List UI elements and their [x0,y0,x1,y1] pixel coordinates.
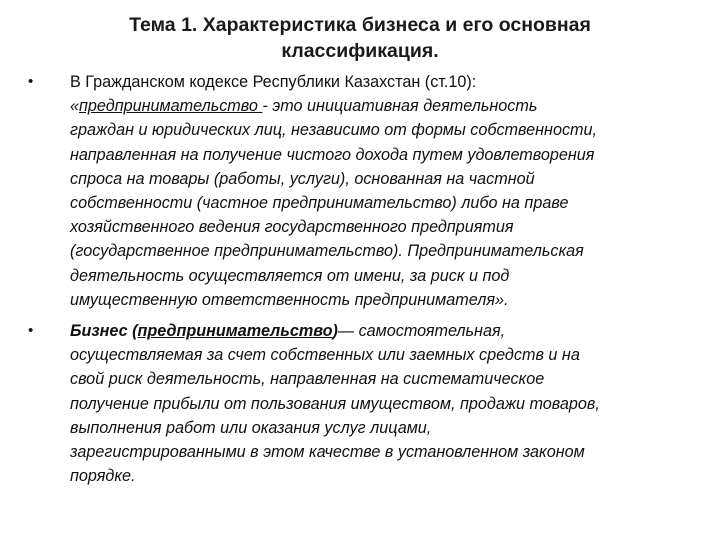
slide-title [60,12,660,64]
bullet1-line-2-rest: - это инициативная деятельность [262,97,538,116]
bullet1-line: (государственное предпринимательство). Предпринимательская [70,242,584,261]
term-business: Бизнес [70,322,128,340]
open-quote: « [70,97,80,116]
bullet-civil-code-definition [28,70,702,312]
bullet2-line: получение прибыли от пользования имуществом, продажи товаров, [70,394,600,413]
bullet2-line: свой риск деятельность, направленная на систематическое [70,370,545,389]
term-entrepreneurship-bold: предпринимательство [137,322,333,340]
bullet2-line: выполнения работ или оказания услуг лицами, [70,418,432,437]
bullet-business-definition [28,319,702,488]
open-paren: ( [127,322,138,340]
bullet1-intro: В Гражданском кодексе Республики Казахстан (ст.10): [70,73,477,91]
bullet2-line: осуществляемая за счет собственных или заемных средств и на [70,346,580,365]
bullet-marker: • [28,73,34,90]
bullet2-line-1 [70,319,702,343]
bullet2-line-1-rest: — самостоятельная, [337,322,506,340]
bullet1-line: граждан и юридических лиц, независимо от формы собственности, [70,121,598,140]
bullet2-line: порядке. [70,467,136,486]
term-entrepreneurship: предпринимательство [79,97,263,116]
bullet1-line: собственности (частное предпринимательство) либо на праве [70,194,569,213]
bullet-marker: • [28,322,34,339]
bullet1-line: деятельность осуществляется от имени, за риск и под [70,266,510,285]
slide-title-line-2: классификация. [281,40,439,62]
bullet1-line: хозяйственного ведения государственного предприятия [70,218,514,237]
bullet1-line: спроса на товары (работы, услуги), основанная на частной [70,169,535,188]
bullet1-line: имущественную ответственность предпринимателя». [70,290,509,309]
bullet1-line-2 [70,94,702,118]
bullet2-line: зарегистрированными в этом качестве в установленном законом [70,443,585,462]
bullet1-line: направленная на получение чистого дохода путем удовлетворения [70,145,595,164]
close-paren: ) [332,322,338,340]
slide-title-line-1: Тема 1. Характеристика бизнеса и его основная [129,14,591,36]
